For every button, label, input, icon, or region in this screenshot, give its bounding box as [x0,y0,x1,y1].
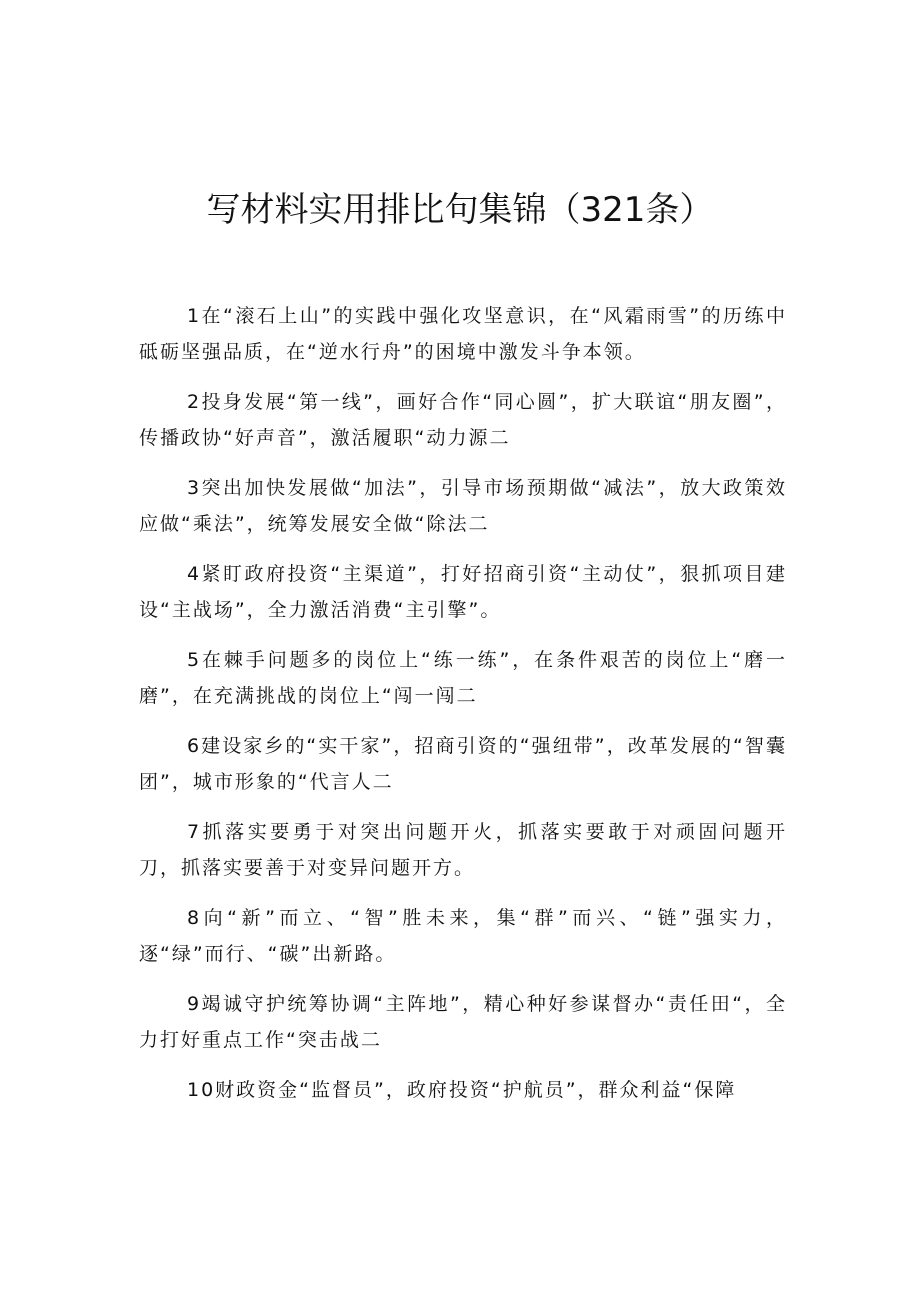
paragraph-4: 4紧盯政府投资“主渠道”，打好招商引资“主动仗”，狠抓项目建设“主战场”，全力激活消费“主引擎”。 [139,563,787,621]
document-body [139,298,787,1122]
paragraph-1: 1在“滚石上山”的实践中强化攻坚意识，在“风霜雨雪”的历练中砥砺坚强品质，在“逆水行舟”的困境中激发斗争本领。 [139,305,787,363]
document-title: 写材料实用排比句集锦（321条） [206,190,714,230]
paragraph-2: 2投身发展“第一线”，画好合作“同心圆”，扩大联谊“朋友圈”，传播政协“好声音”，激活履职“动力源二 [139,391,787,449]
paragraph-7: 7抓落实要勇于对突出问题开火，抓落实要敢于对顽固问题开刀，抓落实要善于对变异问题开方。 [139,821,787,879]
paragraph-9: 9竭诚守护统筹协调“主阵地”，精心种好参谋督办“责任田“，全力打好重点工作“突击战二 [139,993,787,1051]
paragraph-8: 8向“新”而立、“智”胜未来，集“群”而兴、“链”强实力，逐“绿”而行、“碳”出新路。 [139,907,787,965]
paragraph-5: 5在棘手问题多的岗位上“练一练”，在条件艰苦的岗位上“磨一磨”，在充满挑战的岗位上“闯一闯二 [139,649,787,707]
paragraph-3: 3突出加快发展做“加法”，引导市场预期做“减法”，放大政策效应做“乘法”，统筹发展安全做“除法二 [139,477,787,535]
paragraph-10: 10财政资金“监督员”，政府投资“护航员”，群众利益“保障 [187,1079,737,1101]
paragraph-6: 6建设家乡的“实干家”，招商引资的“强纽带”，改革发展的“智囊团”，城市形象的“代言人二 [139,735,787,793]
